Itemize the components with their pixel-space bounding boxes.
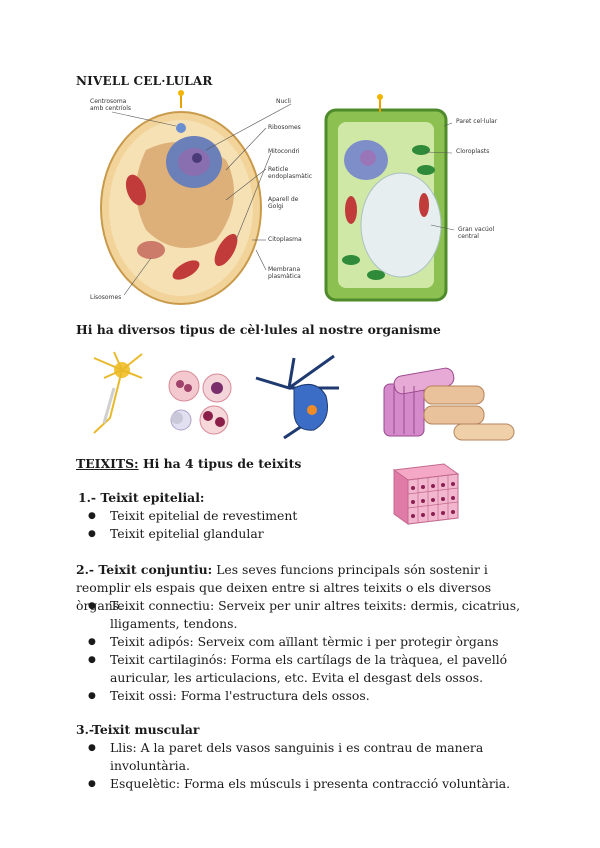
label-membrana: Membrana plasmàtica — [268, 266, 301, 280]
cell-types-illustration — [84, 348, 524, 442]
label-vacuol: Gran vacúol central — [458, 226, 495, 240]
label-golgi: Aparell de Golgi — [268, 196, 299, 210]
label-centrosoma: Centrosoma amb centríols — [90, 98, 131, 112]
teixits-subtitle: Hi ha 4 tipus de teixits — [138, 456, 302, 471]
epithelial-tissue-image — [384, 458, 460, 526]
list-item: ● Teixit epitelial glandular — [76, 525, 376, 543]
list-item: ● Teixit connectiu: Serveix per unir altres teixits: dermis, cicatrius, lligaments, tendons. — [76, 597, 536, 633]
list-item: ● Esquelètic: Forma els músculs i presenta contracció voluntària. — [76, 775, 556, 793]
list-item: ● Teixit epitelial de revestiment — [76, 507, 376, 525]
muscular-heading: 3.-Teixit muscular — [76, 722, 200, 737]
teixits-label: TEIXITS: — [76, 456, 139, 471]
label-cloroplasts: Cloroplasts — [456, 148, 490, 155]
list-item: ● Teixit ossi: Forma l'estructura dels ossos. — [76, 687, 536, 705]
label-nucli: Nucli — [276, 98, 291, 105]
muscular-list — [76, 739, 556, 793]
label-mitocondri: Mitocondri — [268, 148, 300, 155]
conjuntiu-heading: 2.- Teixit conjuntiu: — [76, 562, 213, 577]
list-item: ● Teixit adipós: Serveix com aïllant tèrmic i per protegir òrgans — [76, 633, 536, 651]
cell-diagram — [76, 90, 508, 312]
cell-types-heading: Hi ha diversos tipus de cèl·lules al nostre organisme — [76, 322, 441, 337]
label-lisosomes: Lisosomes — [90, 294, 122, 301]
teixits-heading — [76, 456, 301, 471]
list-item: ● Teixit cartilaginós: Forma els cartílags de la tràquea, el pavelló auricular, les articulacions, etc. Evita el desgast dels ossos. — [76, 651, 536, 687]
list-item: ● Llis: A la paret dels vasos sanguinis i es contrau de manera involuntària. — [76, 739, 556, 775]
label-ribosomes: Ribosomes — [268, 124, 301, 131]
epithelial-tissue-drawing — [384, 458, 460, 526]
label-reticle: Reticle endoplasmàtic — [268, 166, 313, 180]
conjuntiu-list — [76, 597, 536, 705]
epitelial-heading: 1.- Teixit epitelial: — [78, 490, 205, 505]
page-title: NIVELL CEL·LULAR — [76, 74, 213, 88]
label-paret: Paret cel·lular — [456, 118, 498, 125]
conjuntiu-intro: Les seves funcions principals són sostenir i reomplir els espais que deixen entre si altres teixits o els diversos òrgans. — [76, 562, 492, 613]
epitelial-list — [76, 507, 376, 543]
cell-types-drawing — [84, 348, 524, 442]
label-citoplasma: Citoplasma — [268, 236, 302, 243]
